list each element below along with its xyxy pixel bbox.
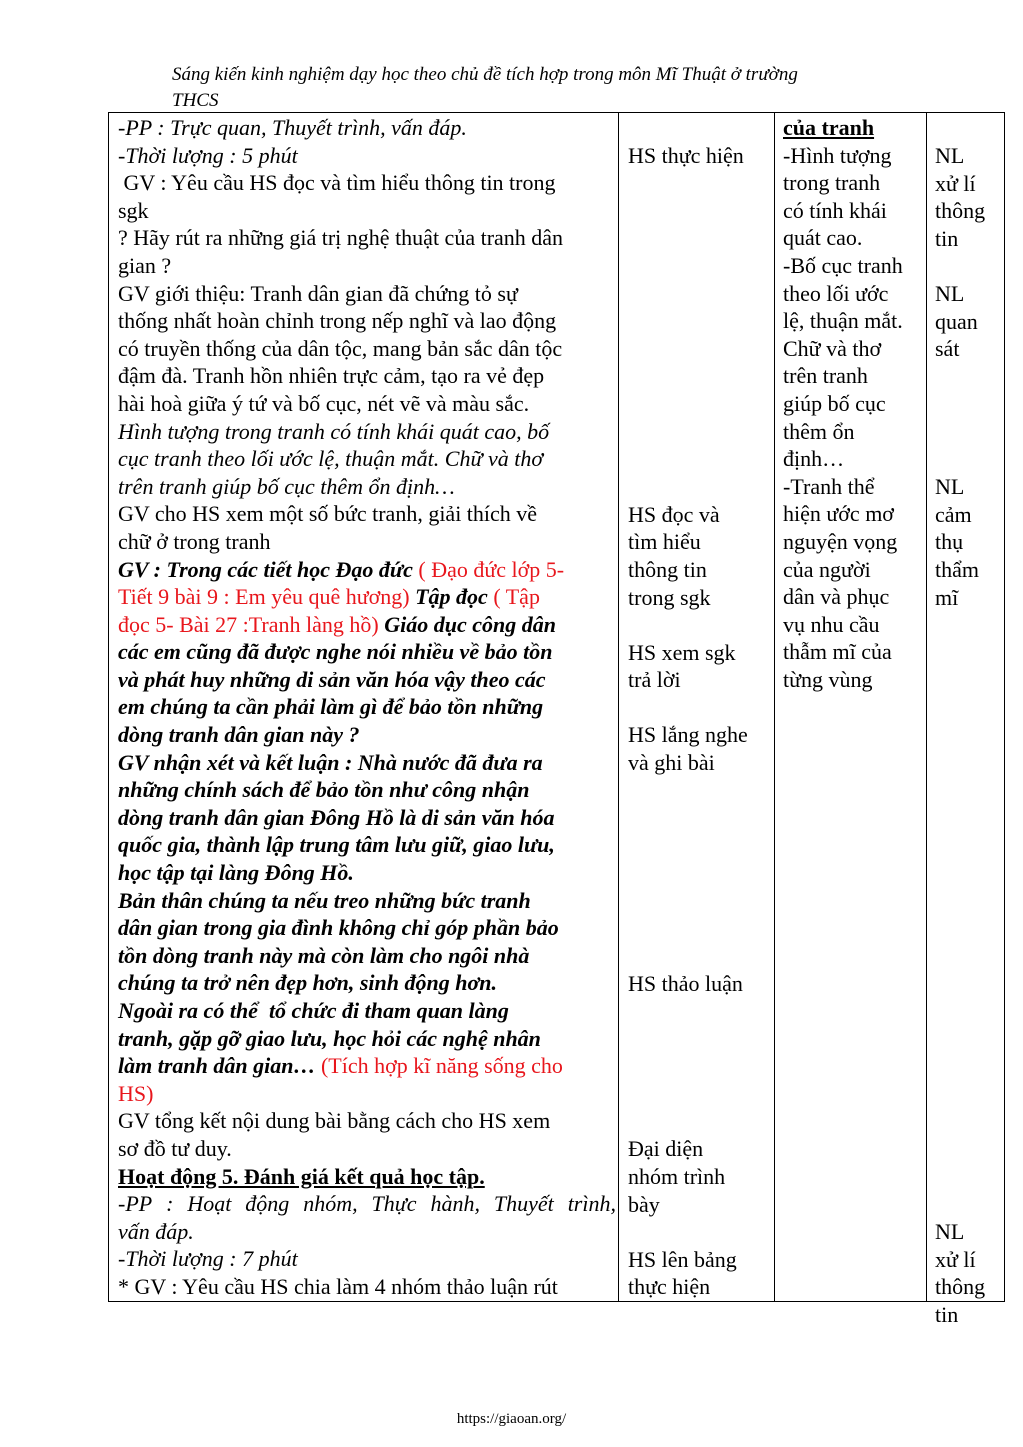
text-red: Tiết 9 bài 9 : Em yêu quê hương) — [118, 584, 410, 610]
text-red: ( Đạo đức lớp 5- — [412, 556, 565, 582]
word: Thuyết — [493, 1191, 554, 1217]
text-line: HS lắng nghe — [628, 722, 748, 748]
text-line: thẩm — [935, 556, 979, 582]
word: động — [245, 1191, 290, 1217]
text-line: GV : Yêu cầu HS đọc và tìm hiểu thông tin trong — [118, 170, 556, 196]
text-line: vấn đáp. — [118, 1218, 194, 1244]
word: : — [166, 1191, 174, 1217]
text-line: xử lí — [935, 1246, 976, 1272]
text-line: chúng ta trở nên đẹp hơn, sinh động hơn. — [118, 970, 497, 996]
text-line: đậm đà. Tranh hồn nhiên trực cảm, tạo ra vẻ đẹp — [118, 363, 545, 389]
text-line: nhóm trình — [628, 1163, 726, 1189]
text-line: bày — [628, 1191, 660, 1217]
text-line: quốc gia, thành lập trung tâm lưu giữ, giao lưu, — [118, 832, 555, 858]
text-line: tin — [935, 225, 959, 251]
text-line: ? Hãy rút ra những giá trị nghệ thuật của tranh dân — [118, 225, 564, 251]
word: hành, — [430, 1191, 480, 1217]
text-line: trong tranh — [783, 170, 881, 196]
text-line: các em cũng đã được nghe nói nhiều về bảo tồn — [118, 639, 553, 665]
text-line: tranh, gặp gỡ giao lưu, học hỏi các nghệ nhân — [118, 1025, 541, 1051]
text-line: quan — [935, 308, 978, 334]
text-line: cục tranh theo lối ước lệ, thuận mắt. Chữ và thơ — [118, 446, 544, 472]
text-line: HS đọc và — [628, 501, 720, 527]
text-line: thẫm mĩ của — [783, 639, 892, 665]
text-line: trả lời — [628, 667, 681, 693]
text-bold-italic: Giáo dục công dân — [378, 611, 556, 637]
text-bold-italic: Tập đọc — [409, 584, 488, 610]
header-line-1: Sáng kiến kinh nghiệm dạy học theo chủ đề tích hợp trong môn Mĩ Thuật ở trường — [172, 64, 798, 85]
footer-url: https://giaoan.org/ — [456, 1411, 567, 1427]
text-line: quát cao. — [783, 225, 863, 251]
text-line: hài hoà giữa ý tứ và bố cục, nét vẽ và màu sắc. — [118, 390, 530, 416]
text-line: -Hình tượng — [783, 142, 892, 168]
text-bold-italic: làm tranh dân gian… — [118, 1053, 316, 1079]
text-line: sgk — [118, 197, 149, 223]
text-line: Chữ và thơ — [783, 335, 882, 361]
text-line: tìm hiểu — [628, 529, 701, 555]
text-red: (Tích hợp kĩ năng sống cho — [315, 1053, 563, 1079]
column-divider — [618, 113, 619, 1301]
text-line — [118, 556, 618, 584]
text-line: HS lên bảng — [628, 1246, 737, 1272]
word: Thực — [371, 1191, 417, 1217]
text-line: mĩ — [935, 584, 959, 610]
text-line: tin — [935, 1301, 959, 1327]
text-line: -Bố cục tranh — [783, 252, 903, 278]
text-red: ( Tập — [487, 584, 540, 610]
text-line: -Thời lượng : 7 phút — [118, 1246, 298, 1272]
header-line-2: THCS — [172, 90, 219, 111]
text-line: NL — [935, 474, 965, 500]
text-line — [118, 611, 618, 639]
text-bold-italic: GV : Trong các tiết học Đạo đức — [118, 556, 413, 582]
text-line: HS thực hiện — [628, 143, 744, 168]
text-line: thực hiện — [628, 1274, 711, 1300]
text-line: GV giới thiệu: Tranh dân gian đã chứng tỏ sự — [118, 280, 518, 306]
word: trình, — [567, 1191, 616, 1217]
text-line: từng vùng — [783, 666, 873, 692]
text-line: sát — [935, 336, 960, 362]
text-line: em chúng ta cần phải làm gì để bảo tồn những — [118, 694, 544, 720]
text-line: thêm ổn — [783, 418, 855, 444]
text-line: dân và phục — [783, 584, 890, 610]
text-line: GV nhận xét và kết luận : Nhà nước đã đưa ra — [118, 749, 543, 775]
lesson-table — [108, 112, 1005, 1327]
text-line: những chính sách để bảo tồn như công nhận — [118, 777, 530, 803]
text-line: -PP : Trực quan, Thuyết trình, vấn đáp. — [118, 115, 467, 140]
justified-line — [118, 1190, 616, 1218]
student-activity-column — [628, 142, 778, 1301]
text-line: có truyền thống của dân tộc, mang bản sắc dân tộc — [118, 335, 563, 361]
text-line: định… — [783, 446, 845, 472]
word: nhóm, — [303, 1191, 358, 1217]
text-line: lệ, thuận mắt. — [783, 308, 903, 334]
text-line: giúp bố cục — [783, 390, 886, 416]
text-line: HS thảo luận — [628, 970, 743, 996]
text-line: và ghi bài — [628, 750, 715, 776]
text-line: cảm — [935, 501, 972, 527]
text-line: NL — [935, 280, 965, 306]
text-line: nguyện vọng — [783, 528, 898, 554]
text-line: Bản thân chúng ta nếu treo những bức tranh — [118, 887, 531, 913]
text-line: dòng tranh dân gian này ? — [118, 722, 360, 748]
text-line: của tranh — [783, 115, 875, 140]
text-line: GV tổng kết nội dung bài bằng cách cho HS xem — [118, 1108, 551, 1134]
text-line: trên tranh — [783, 363, 868, 389]
text-line: -Tranh thể — [783, 473, 875, 499]
text-line: vụ nhu cầu — [783, 611, 880, 637]
text-line: thông tin — [628, 556, 707, 582]
text-line: thống nhất hoàn chỉnh trong nếp nghĩ và lao động — [118, 308, 557, 334]
text-red: đọc 5- Bài 27 :Tranh làng hồ) — [118, 611, 379, 637]
text-line: HS) — [118, 1080, 154, 1106]
text-line: Ngoài ra có thể tổ chức đi tham quan làng — [118, 998, 509, 1023]
text-line: chữ ở trong tranh — [118, 528, 271, 554]
text-line: NL — [935, 143, 965, 168]
page-header — [172, 62, 912, 114]
text-line — [118, 1052, 618, 1080]
text-line: dân gian trong gia đình không chỉ góp phần bảo — [118, 915, 559, 941]
text-line: trong sgk — [628, 584, 711, 610]
text-line: Hình tượng trong tranh có tính khái quát cao, bố — [118, 418, 550, 444]
text-line: thông — [935, 1274, 986, 1300]
text-line: có tính khái — [783, 197, 887, 223]
text-line: -Thời lượng : 5 phút — [118, 142, 298, 168]
text-line: gian ? — [118, 252, 172, 278]
content-column — [783, 114, 928, 693]
text-line: GV cho HS xem một số bức tranh, giải thích về — [118, 501, 538, 527]
text-line — [118, 583, 618, 611]
text-line: thông — [935, 198, 986, 224]
section-heading: Hoạt động 5. Đánh giá kết quả học tập. — [118, 1163, 485, 1189]
text-line: theo lối ước — [783, 280, 889, 306]
word: Hoạt — [187, 1191, 232, 1217]
competency-column — [935, 142, 1000, 1329]
text-line: trên tranh giúp bố cục thêm ổn định… — [118, 473, 455, 499]
text-line: của người — [783, 556, 871, 582]
text-line: * GV : Yêu cầu HS chia làm 4 nhóm thảo luận rút — [118, 1273, 558, 1299]
text-line: NL — [935, 1219, 965, 1245]
text-line: thụ — [935, 529, 964, 555]
text-line: tồn dòng tranh này mà còn làm cho ngôi nhà — [118, 942, 530, 968]
text-line: sơ đồ tư duy. — [118, 1135, 232, 1161]
text-line: dòng tranh dân gian Đông Hồ là di sản văn hóa — [118, 804, 555, 830]
text-line: hiện ước mơ — [783, 501, 894, 527]
text-line: và phát huy những di sản văn hóa vậy theo các — [118, 666, 546, 692]
text-line: Đại diện — [628, 1136, 704, 1162]
teacher-activity-column — [118, 114, 618, 1301]
text-line: xử lí — [935, 170, 976, 196]
text-line: học tập tại làng Đông Hồ. — [118, 860, 354, 886]
word: -PP — [118, 1191, 153, 1217]
text-line: HS xem sgk — [628, 639, 736, 665]
